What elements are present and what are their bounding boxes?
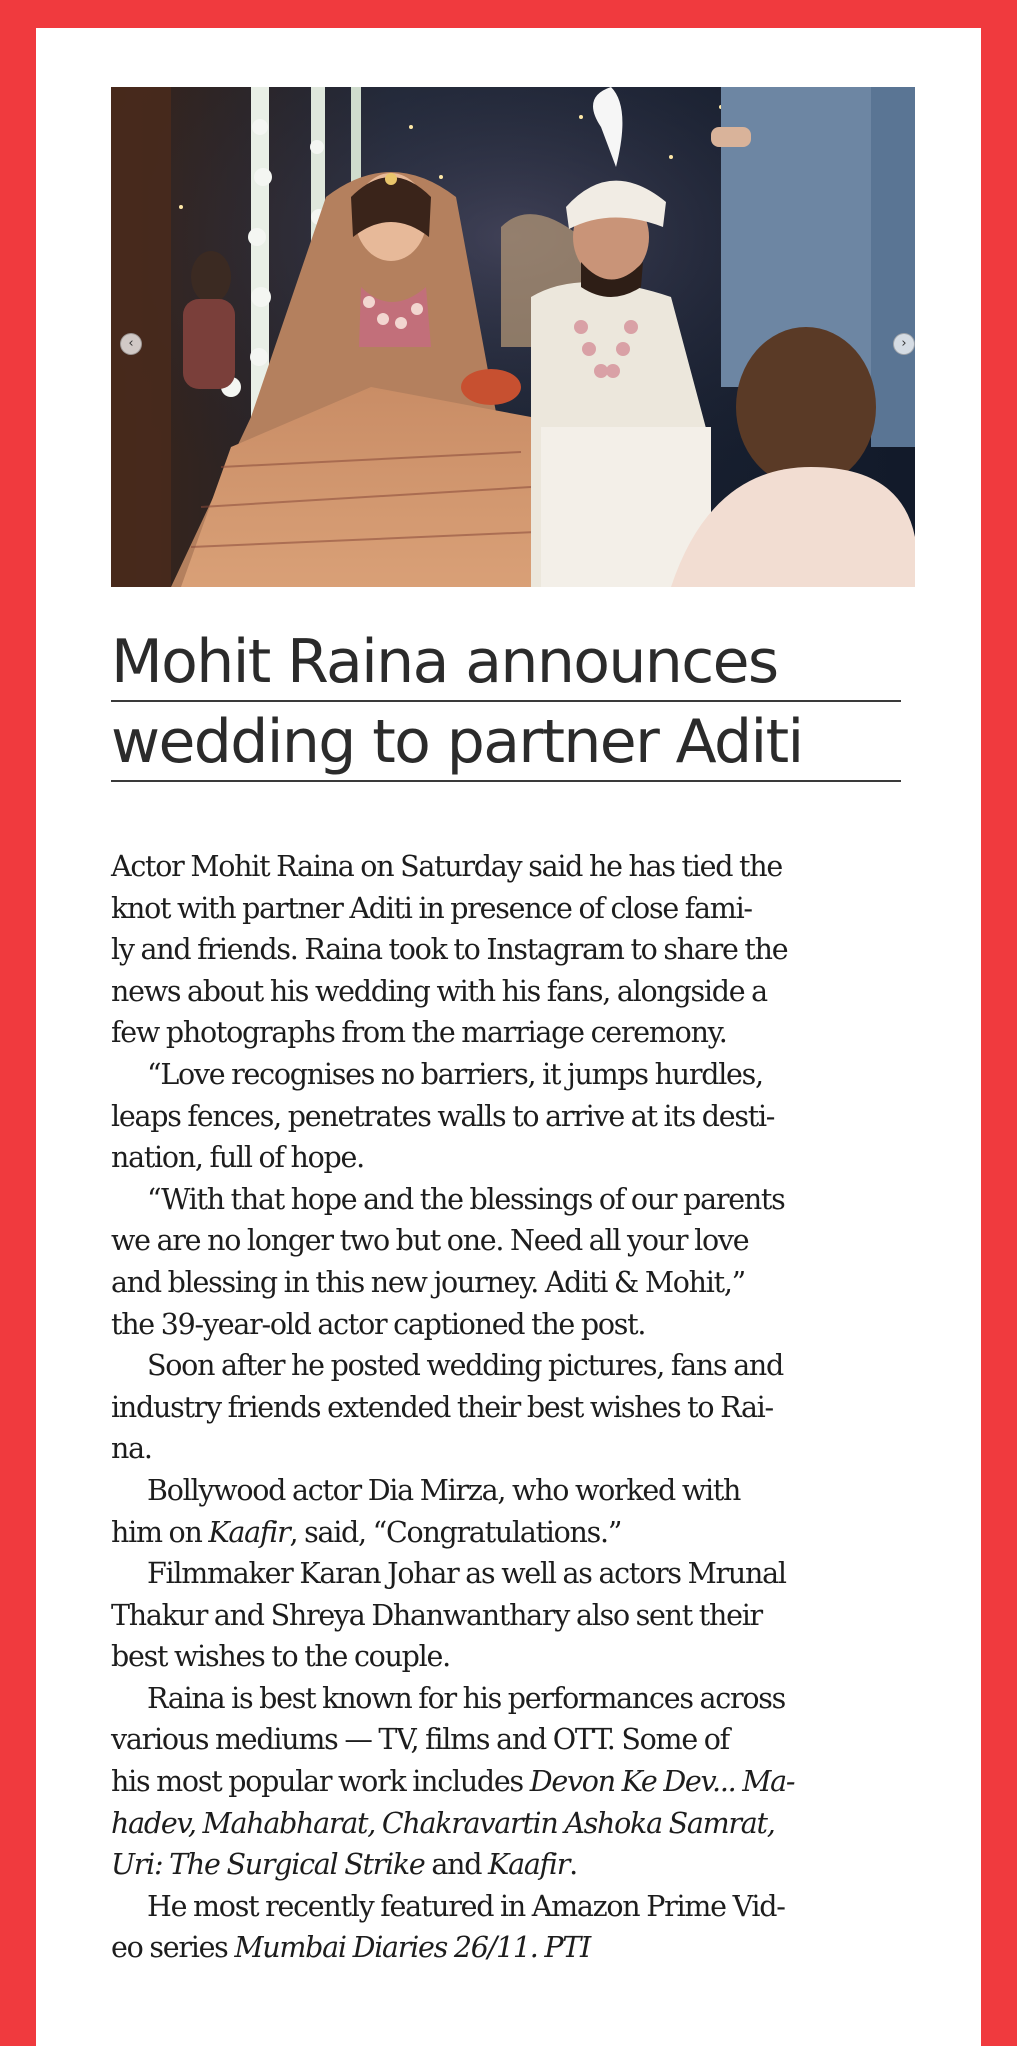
italic-title-text: Uri: The Surgical Strike bbox=[111, 1848, 425, 1882]
italic-title-text: hadev, Mahabharat, Chakravartin Ashoka Samrat, bbox=[111, 1806, 775, 1840]
body-text: Soon after he posted wedding pictures, fans and bbox=[147, 1349, 784, 1383]
body-line bbox=[111, 1761, 911, 1803]
body-line bbox=[111, 971, 911, 1013]
body-line bbox=[111, 1054, 911, 1096]
body-text: Thakur and Shreya Dhanwanthary also sent their bbox=[111, 1598, 762, 1632]
body-text: and bbox=[424, 1848, 489, 1882]
body-text: Bollywood actor Dia Mirza, who worked with bbox=[147, 1473, 741, 1507]
body-text: Raina is best known for his performances across bbox=[147, 1681, 785, 1715]
body-line bbox=[111, 1553, 911, 1595]
body-text: “Love recognises no barriers, it jumps hurdles, bbox=[147, 1057, 763, 1091]
body-line bbox=[111, 1137, 911, 1179]
carousel-prev-button[interactable] bbox=[120, 333, 142, 355]
body-line bbox=[111, 1927, 911, 1969]
body-text: his most popular work includes bbox=[111, 1765, 530, 1799]
body-text: best wishes to the couple. bbox=[111, 1640, 450, 1674]
carousel-next-button[interactable] bbox=[893, 333, 915, 355]
body-line bbox=[111, 888, 911, 930]
body-line bbox=[111, 1636, 911, 1678]
body-line bbox=[111, 1096, 911, 1138]
body-text: knot with partner Aditi in presence of close fami- bbox=[111, 891, 752, 925]
body-text: eo series bbox=[111, 1931, 235, 1965]
wedding-photo-illustration bbox=[111, 87, 915, 587]
body-line bbox=[111, 1179, 911, 1221]
body-text: news about his wedding with his fans, alongside a bbox=[111, 974, 767, 1008]
body-text: , said, “Congratulations.” bbox=[289, 1515, 622, 1549]
body-line bbox=[111, 1678, 911, 1720]
body-text: na. bbox=[111, 1432, 152, 1466]
italic-title-text: Devon Ke Dev... Ma- bbox=[529, 1765, 795, 1799]
article-body bbox=[111, 846, 911, 1969]
body-line bbox=[111, 1262, 911, 1304]
body-text: few photographs from the marriage ceremony. bbox=[111, 1016, 727, 1050]
body-line bbox=[111, 1012, 911, 1054]
body-text: him on bbox=[111, 1515, 209, 1549]
body-text: we are no longer two but one. Need all your love bbox=[111, 1224, 749, 1258]
italic-title-text: Kaafir bbox=[488, 1848, 570, 1882]
wedding-photo bbox=[111, 87, 915, 587]
body-line bbox=[111, 929, 911, 971]
chevron-left-icon: ‹ bbox=[128, 336, 134, 351]
body-line bbox=[111, 1512, 911, 1554]
body-text: ly and friends. Raina took to Instagram to share the bbox=[111, 933, 788, 967]
chevron-right-icon: › bbox=[901, 336, 907, 351]
body-line bbox=[111, 1387, 911, 1429]
body-text: Filmmaker Karan Johar as well as actors Mrunal bbox=[147, 1557, 786, 1591]
body-text: He most recently featured in Amazon Prime Vid- bbox=[147, 1889, 785, 1923]
body-line bbox=[111, 1595, 911, 1637]
body-line bbox=[111, 1220, 911, 1262]
body-text: and blessing in this new journey. Aditi & Mohit,” bbox=[111, 1265, 745, 1299]
body-line bbox=[111, 1803, 911, 1845]
headline-line: wedding to partner Aditi bbox=[111, 702, 901, 782]
italic-title-text: Mumbai Diaries 26/11. PTI bbox=[234, 1931, 591, 1965]
body-line bbox=[111, 1886, 911, 1928]
body-text: the 39-year-old actor captioned the post. bbox=[111, 1307, 646, 1341]
body-text: various mediums — TV, films and OTT. Some of bbox=[111, 1723, 729, 1757]
body-text: “With that hope and the blessings of our parents bbox=[147, 1182, 785, 1216]
body-text: industry friends extended their best wishes to Rai- bbox=[111, 1390, 773, 1424]
body-line bbox=[111, 1470, 911, 1512]
body-text: Actor Mohit Raina on Saturday said he has tied the bbox=[111, 850, 782, 883]
body-line bbox=[111, 1428, 911, 1470]
body-line bbox=[111, 846, 911, 888]
body-line bbox=[111, 1719, 911, 1761]
body-text: leaps fences, penetrates walls to arrive at its desti- bbox=[111, 1099, 775, 1133]
body-line bbox=[111, 1345, 911, 1387]
article-headline bbox=[111, 622, 901, 782]
body-line bbox=[111, 1304, 911, 1346]
body-text: nation, full of hope. bbox=[111, 1141, 364, 1175]
body-text: . bbox=[569, 1848, 577, 1882]
body-line bbox=[111, 1844, 911, 1886]
italic-title-text: Kaafir bbox=[208, 1515, 290, 1549]
headline-line: Mohit Raina announces bbox=[111, 622, 901, 702]
